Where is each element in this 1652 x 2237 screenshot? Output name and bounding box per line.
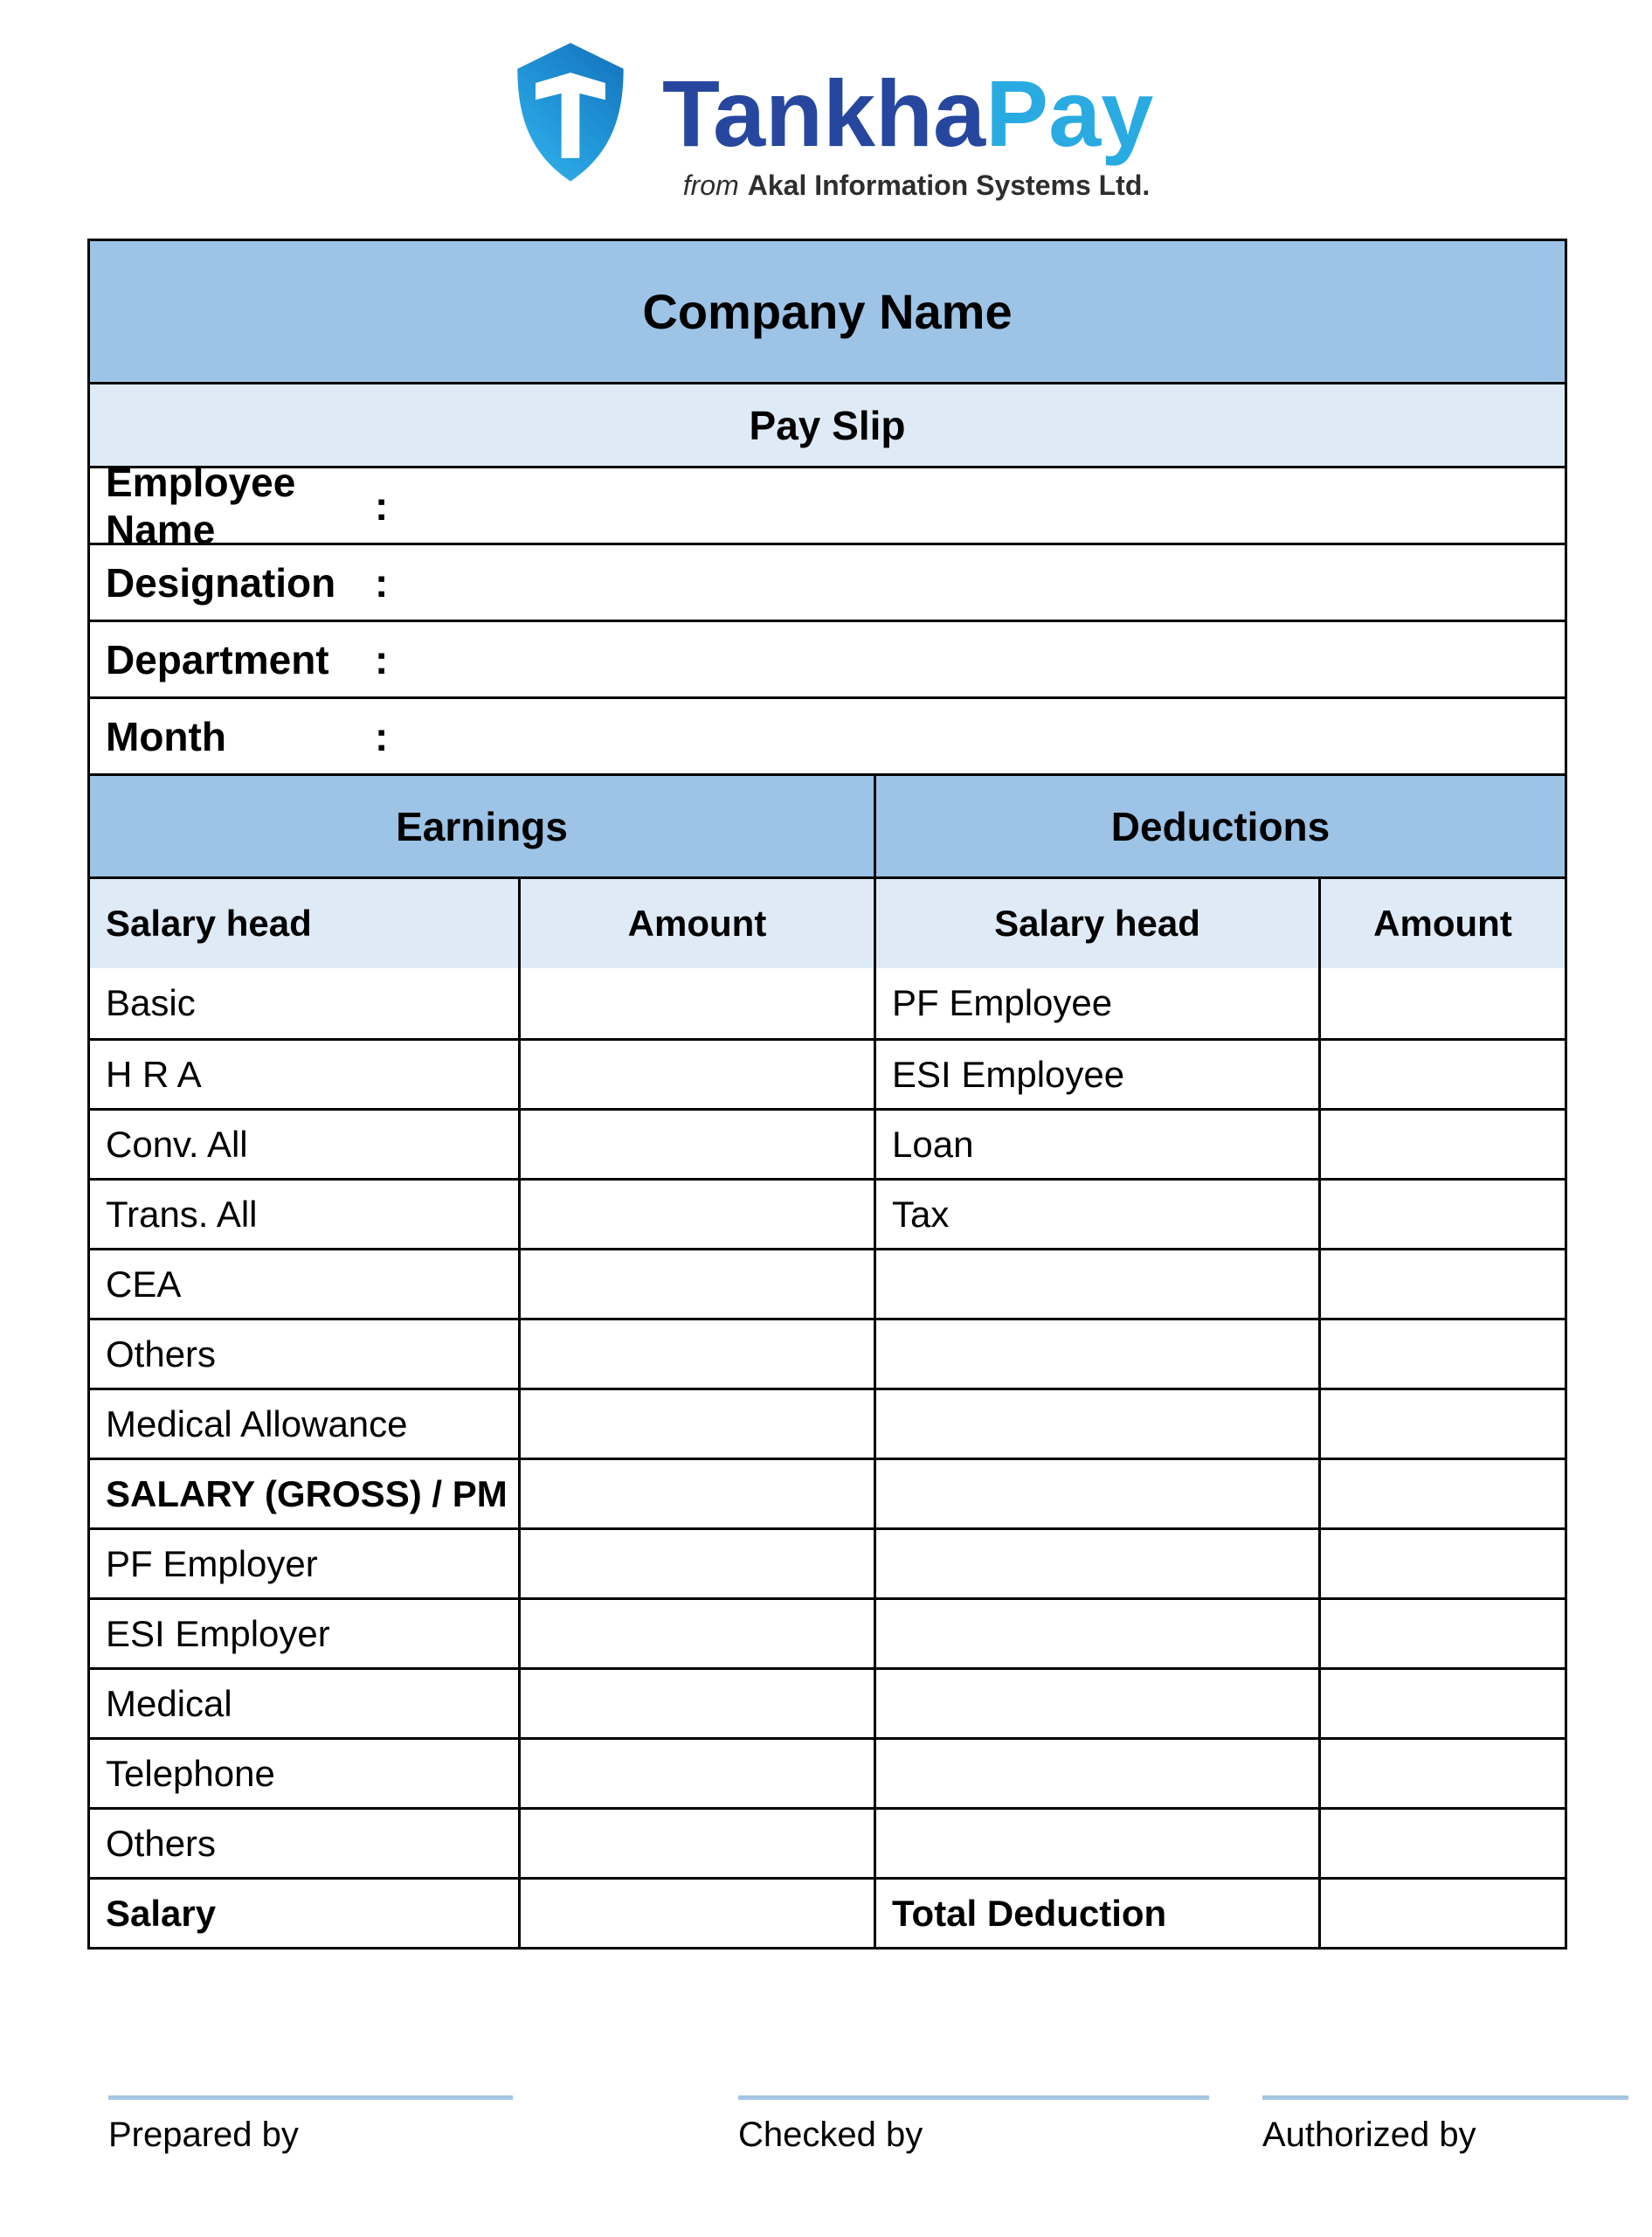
prepared-by-signature-line [108, 2095, 513, 2100]
table-row [90, 1458, 1565, 1527]
earnings-amount-cell [518, 1530, 874, 1597]
earnings-amount-cell [518, 1810, 874, 1877]
table-row [90, 1178, 1565, 1248]
earnings-amount-cell [518, 1320, 874, 1388]
prepared-by-block [108, 2095, 513, 2155]
deductions-label-cell: ESI Employee [874, 1041, 1318, 1108]
table-row [90, 1737, 1565, 1807]
brand-text-dark: Tankha [662, 60, 986, 166]
section-header-row [90, 773, 1565, 876]
designation-colon: : [375, 559, 389, 606]
table-row [90, 1877, 1565, 1947]
deductions-label-cell [874, 1390, 1318, 1458]
earnings-label-cell: Trans. All [106, 1193, 258, 1235]
column-header-row [90, 876, 1565, 968]
month-colon: : [375, 713, 389, 759]
brand-tagline [662, 170, 1171, 202]
tagline-company: Akal Information Systems Ltd. [747, 170, 1151, 201]
brand-text-light: Pay [985, 60, 1154, 166]
deductions-amount-cell [1318, 1320, 1565, 1388]
table-row [90, 1388, 1565, 1458]
table-row [90, 1597, 1565, 1667]
payslip-title: Pay Slip [749, 402, 906, 448]
earnings-label-cell: H R A [106, 1053, 202, 1095]
table-row [90, 1318, 1565, 1388]
deductions-amount-cell [1318, 1810, 1565, 1877]
earnings-amount-cell [518, 968, 874, 1038]
deductions-amount-header: Amount [1318, 879, 1565, 968]
earnings-amount-cell [518, 1111, 874, 1178]
payslip-header [90, 382, 1565, 466]
earnings-label-cell: Basic [106, 982, 196, 1023]
tagline-from: from [682, 170, 739, 201]
table-row [90, 1248, 1565, 1318]
designation-label: Designation [106, 559, 336, 606]
employee-name-row [90, 459, 1565, 552]
tankhapay-logo [0, 0, 1652, 218]
deductions-amount-cell [1318, 1181, 1565, 1248]
deductions-salary-head-header: Salary head [874, 879, 1318, 968]
earnings-amount-cell [518, 1740, 874, 1807]
earnings-label-cell: Others [106, 1822, 217, 1864]
table-row [90, 1667, 1565, 1737]
checked-by-block [738, 2095, 1209, 2155]
authorized-by-block [1262, 2095, 1628, 2155]
deductions-amount-cell [1318, 1111, 1565, 1178]
earnings-amount-header: Amount [518, 879, 874, 968]
deductions-amount-cell [1318, 1041, 1565, 1108]
earnings-amount-cell [518, 1670, 874, 1737]
deductions-amount-cell [1318, 1460, 1565, 1527]
earnings-label-cell: Medical Allowance [106, 1402, 408, 1444]
table-row [90, 968, 1565, 1038]
checked-by-signature-line [738, 2095, 1209, 2100]
earnings-label-cell: SALARY (GROSS) / PM [106, 1472, 508, 1514]
deductions-label-cell [874, 1740, 1318, 1807]
employee-name-colon: : [375, 482, 389, 529]
deductions-amount-cell [1318, 1670, 1565, 1737]
deductions-label-cell [874, 1670, 1318, 1737]
department-label: Department [106, 636, 329, 682]
company-name-title: Company Name [642, 284, 1013, 339]
deductions-label-cell: Tax [874, 1181, 1318, 1248]
department-colon: : [375, 636, 389, 682]
deductions-amount-cell [1318, 1880, 1565, 1947]
earnings-label-cell: Others [106, 1333, 217, 1375]
earnings-amount-cell [518, 1390, 874, 1458]
authorized-by-label: Authorized by [1262, 2116, 1476, 2154]
prepared-by-label: Prepared by [108, 2116, 299, 2154]
earnings-amount-cell [518, 1250, 874, 1318]
earnings-label-cell: CEA [106, 1263, 182, 1305]
payslip-table [87, 239, 1567, 1950]
earnings-label-cell: Conv. All [106, 1123, 248, 1165]
designation-row [90, 543, 1565, 620]
deductions-amount-cell [1318, 1250, 1565, 1318]
authorized-by-signature-line [1262, 2095, 1628, 2100]
department-row [90, 620, 1565, 696]
checked-by-label: Checked by [738, 2116, 923, 2154]
deductions-label-cell: Total Deduction [874, 1880, 1318, 1947]
deductions-label-cell [874, 1460, 1318, 1527]
deductions-label-cell [874, 1600, 1318, 1667]
deductions-label-cell: PF Employee [874, 968, 1318, 1038]
earnings-amount-cell [518, 1041, 874, 1108]
table-row [90, 1807, 1565, 1877]
deductions-label-cell [874, 1810, 1318, 1877]
deductions-amount-cell [1318, 1390, 1565, 1458]
deductions-label-cell [874, 1250, 1318, 1318]
earnings-amount-cell [518, 1880, 874, 1947]
employee-name-label: Employee Name [106, 459, 296, 552]
table-row [90, 1527, 1565, 1597]
deductions-section-header: Deductions [874, 776, 1565, 876]
deductions-label-cell: Loan [874, 1111, 1318, 1178]
table-row [90, 1108, 1565, 1178]
company-name-header [90, 241, 1565, 382]
earnings-amount-cell [518, 1460, 874, 1527]
earnings-label-cell: Telephone [106, 1752, 275, 1794]
earnings-label-cell: Medical [106, 1682, 232, 1724]
earnings-amount-cell [518, 1181, 874, 1248]
earnings-amount-cell [518, 1600, 874, 1667]
deductions-label-cell [874, 1320, 1318, 1388]
earnings-section-header: Earnings [396, 803, 568, 849]
table-body [90, 968, 1565, 1947]
earnings-label-cell: ESI Employer [106, 1612, 330, 1654]
month-row [90, 696, 1565, 773]
month-label: Month [106, 713, 226, 759]
deductions-amount-cell [1318, 1530, 1565, 1597]
deductions-amount-cell [1318, 1740, 1565, 1807]
table-row [90, 1038, 1565, 1108]
shield-t-icon [506, 38, 635, 192]
earnings-label-cell: PF Employer [106, 1542, 318, 1584]
earnings-salary-head-header: Salary head [106, 903, 312, 944]
deductions-amount-cell [1318, 968, 1565, 1038]
brand-wordmark [662, 60, 1154, 166]
deductions-amount-cell [1318, 1600, 1565, 1667]
deductions-label-cell [874, 1530, 1318, 1597]
earnings-label-cell: Salary [106, 1892, 217, 1934]
